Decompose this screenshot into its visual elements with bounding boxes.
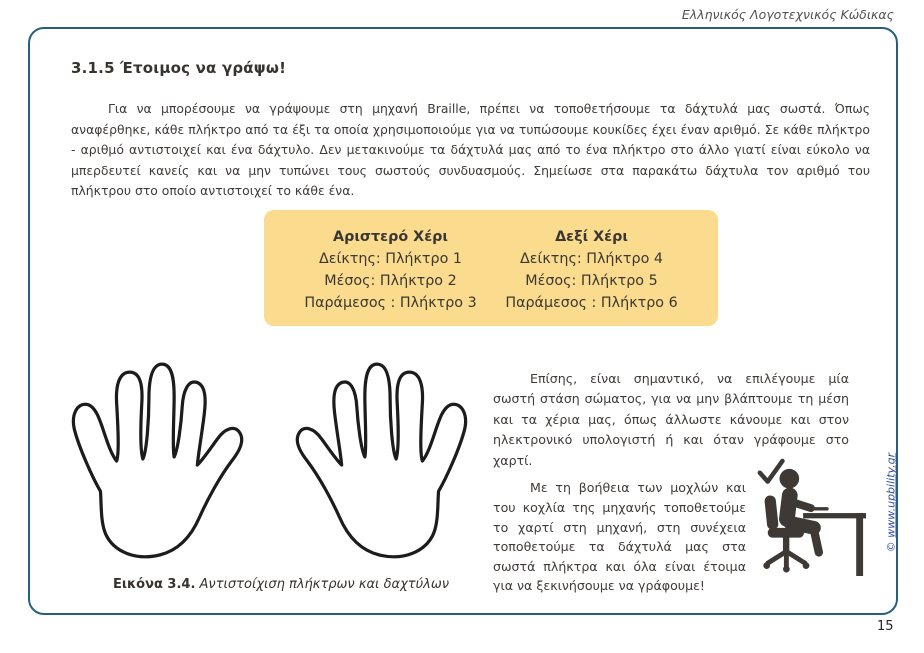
document-header: Ελληνικός Λογοτεχνικός Κώδικας bbox=[681, 7, 894, 22]
left-hand-outline-icon bbox=[66, 356, 252, 568]
left-hand-key-column bbox=[264, 226, 491, 314]
right-hand-title: Δεξί Χέρι bbox=[555, 228, 628, 245]
right-hand-key-column bbox=[491, 226, 718, 314]
hands-figure bbox=[71, 356, 491, 596]
posture-paragraph-2: Με τη βοήθεια των μοχλών και του κοχλία της μηχανής τοποθετούμε το χαρτί στη μηχανή, στη συνέχεια τοποθετούμε τα δάχτυλά μας στα σωστά πλήκτρα και όλα είναι έτοιμα για να ξεκινήσουμε να γράφουμε! bbox=[493, 480, 746, 594]
left-hand-row: Δείκτης: Πλήκτρο 1 bbox=[319, 250, 462, 267]
checkmark-icon bbox=[760, 461, 783, 482]
left-hand-row: Παράμεσος : Πλήκτρο 3 bbox=[304, 294, 477, 311]
right-hand-row: Παράμεσος : Πλήκτρο 6 bbox=[505, 294, 678, 311]
posture-paragraph-1: Επίσης, είναι σημαντικό, να επιλέγουμε μία σωστή στάση σώματος, για να μην βλάπτουμε τη μέση και τα χέρια μας, όπως άλλωστε κάνουμε και στον ηλεκτρονικό υπολογιστή ή και όταν γράφουμε στο χαρτί. bbox=[493, 370, 849, 468]
figure-caption-text: Αντιστοίχιση πλήκτρων και δαχτύλων bbox=[195, 576, 449, 592]
section-heading: 3.1.5 Έτοιμος να γράψω! bbox=[71, 59, 287, 77]
person-at-desk-icon bbox=[750, 451, 868, 596]
side-credit-link[interactable] bbox=[885, 428, 898, 578]
person-figure bbox=[763, 469, 866, 576]
figure-caption bbox=[113, 577, 491, 592]
right-hand-outline-icon bbox=[287, 356, 473, 568]
left-hand-row: Μέσος: Πλήκτρο 2 bbox=[324, 272, 457, 289]
right-hand-row: Μέσος: Πλήκτρο 5 bbox=[525, 272, 658, 289]
figure-caption-label: Εικόνα 3.4. bbox=[113, 576, 196, 592]
key-assignment-box bbox=[264, 210, 718, 326]
page-number: 15 bbox=[877, 619, 894, 634]
intro-paragraph: Για να μπορέσουμε να γράψουμε στη μηχανή Braille, πρέπει να τοποθετήσουμε τα δάχτυλά μας σωστά. Όπως αναφέρθηκε, κάθε πλήκτρο από τα έξι τα οποία χρησιμοποιούμε για να τυπώσουμε κουκίδες έχει έναν αριθμό. Σε κάθε πλήκτρο - αριθμό αντιστοιχεί και ένα δάχτυλο. Δεν μετακινούμε τα δάχτυλά μας από το ένα πλήκτρο στο άλλο γιατί είναι εύκολο να μπερδευτεί κανείς και να μην τυπώνει τους σωστούς συνδυασμούς. Σημείωσε στα παρακάτω δάχτυλα τον αριθμό του πλήκτρου στο οποίο αντιστοιχεί το κάθε ένα. bbox=[71, 101, 870, 199]
page-frame bbox=[28, 27, 898, 615]
left-hand-title: Αριστερό Χέρι bbox=[333, 228, 448, 245]
right-hand-row: Δείκτης: Πλήκτρο 4 bbox=[520, 250, 663, 267]
credit-url[interactable]: www.upbility.gr bbox=[884, 452, 898, 538]
copyright-symbol: © bbox=[884, 541, 898, 553]
